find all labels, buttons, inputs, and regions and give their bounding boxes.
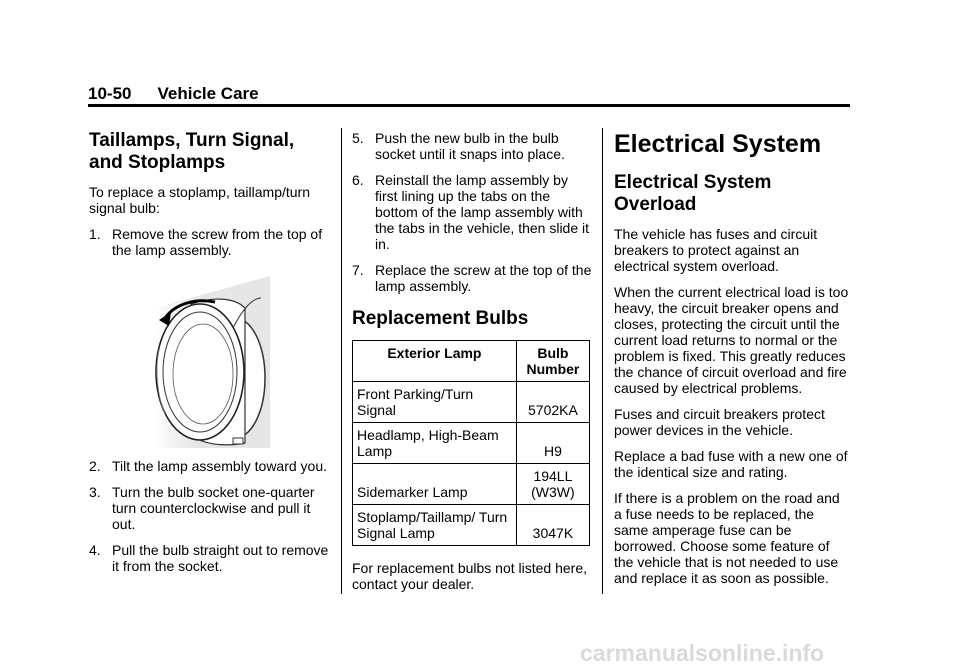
step-2 bbox=[89, 458, 329, 474]
column-3 bbox=[614, 130, 850, 596]
paragraph: If there is a problem on the road and a fuse needs to be replaced, the same amperage fuse can be borrowed. Choose some feature of the vehicle that is not needed to use and replace it as soon as possible. bbox=[614, 490, 840, 586]
column-1 bbox=[89, 130, 329, 584]
table-row bbox=[353, 423, 590, 464]
header-rule bbox=[88, 104, 850, 107]
lamp-assembly-illustration bbox=[85, 268, 355, 448]
electrical-system-title: Electrical System bbox=[614, 130, 822, 158]
replacement-note: For replacement bulbs not listed here, contact your dealer. bbox=[352, 560, 588, 592]
taillamps-heading: Taillamps, Turn Signal, and Stoplamps bbox=[89, 130, 295, 173]
step-text: Reinstall the lamp assembly by first lining up the tabs on the bottom of the lamp assembly with the tabs in the vehicle, then slide it in. bbox=[375, 172, 590, 252]
step-number: 1. bbox=[89, 226, 101, 242]
step-5 bbox=[352, 130, 592, 162]
bulb-cell: H9 bbox=[516, 423, 589, 464]
column-divider bbox=[602, 128, 603, 594]
lamp-cell: Stoplamp/Taillamp/ Turn Signal Lamp bbox=[353, 505, 517, 546]
page-number: 10-50 bbox=[88, 84, 132, 103]
replacement-bulbs-heading: Replacement Bulbs bbox=[352, 308, 529, 329]
paragraph: The vehicle has fuses and circuit breakers to protect against an electrical system overload. bbox=[614, 226, 818, 274]
bulb-cell: 3047K bbox=[516, 505, 589, 546]
step-number: 3. bbox=[89, 484, 101, 500]
lamp-cell: Front Parking/Turn Signal bbox=[353, 382, 517, 423]
step-number: 5. bbox=[352, 130, 364, 146]
column-divider bbox=[341, 128, 342, 594]
step-number: 6. bbox=[352, 172, 364, 188]
step-text: Tilt the lamp assembly toward you. bbox=[112, 458, 328, 474]
step-text: Replace the screw at the top of the lamp assembly. bbox=[375, 262, 592, 294]
column-header: Exterior Lamp bbox=[353, 341, 517, 382]
lamp-cell: Headlamp, High-Beam Lamp bbox=[353, 423, 517, 464]
bulb-cell: 5702KA bbox=[516, 382, 589, 423]
paragraph: Fuses and circuit breakers protect power devices in the vehicle. bbox=[614, 406, 825, 438]
step-text: Turn the bulb socket one-quarter turn counterclockwise and pull it out. bbox=[112, 484, 315, 532]
page-header bbox=[88, 84, 259, 104]
step-4 bbox=[89, 542, 329, 574]
column-header: Bulb Number bbox=[516, 341, 589, 382]
paragraph: When the current electrical load is too heavy, the circuit breaker opens and closes, protecting the circuit until the current load returns to normal or the problem is fixed. This greatly reduces the chance of circuit overload and fire caused by electrical problems. bbox=[614, 284, 849, 396]
step-6 bbox=[352, 172, 592, 252]
intro-text: To replace a stoplamp, taillamp/turn signal bulb: bbox=[89, 184, 310, 216]
section-title: Vehicle Care bbox=[157, 84, 259, 103]
step-7 bbox=[352, 262, 592, 294]
column-2 bbox=[352, 130, 592, 602]
table-row bbox=[353, 464, 590, 505]
step-3 bbox=[89, 484, 329, 532]
lamp-cell: Sidemarker Lamp bbox=[353, 464, 517, 505]
step-text: Push the new bulb in the bulb socket until it snaps into place. bbox=[375, 130, 565, 162]
bulb-table bbox=[352, 340, 590, 546]
step-number: 7. bbox=[352, 262, 364, 278]
watermark: carmanualsonline.info bbox=[580, 640, 825, 666]
overload-heading: Electrical System Overload bbox=[614, 172, 772, 215]
step-1 bbox=[89, 226, 329, 258]
step-number: 2. bbox=[89, 458, 101, 474]
paragraph: Replace a bad fuse with a new one of the identical size and rating. bbox=[614, 448, 848, 480]
step-text: Pull the bulb straight out to remove it from the socket. bbox=[112, 542, 329, 574]
step-number: 4. bbox=[89, 542, 101, 558]
lamp-assembly-drawing bbox=[85, 268, 355, 448]
table-row bbox=[353, 505, 590, 546]
bulb-cell: 194LL (W3W) bbox=[516, 464, 589, 505]
step-text: Remove the screw from the top of the lamp assembly. bbox=[112, 226, 323, 258]
table-row bbox=[353, 382, 590, 423]
table-header-row bbox=[353, 341, 590, 382]
